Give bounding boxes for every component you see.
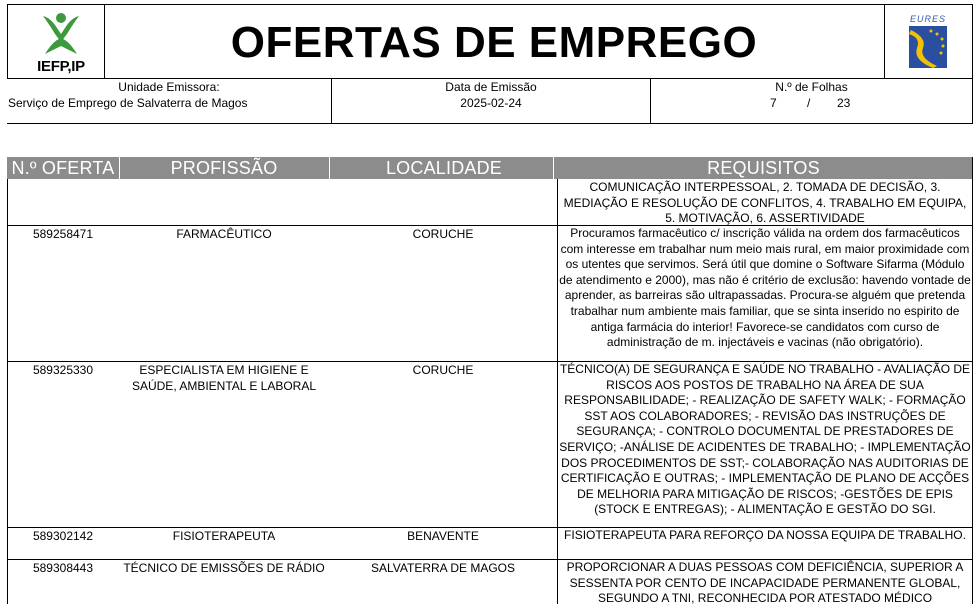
- data-emissao-value: 2025-02-24: [460, 96, 522, 110]
- column-header-profissao: PROFISSÃO: [170, 158, 278, 178]
- requisitos-column-line: [557, 179, 558, 604]
- eures-logo: [893, 12, 963, 74]
- row-4-oferta: 589308443: [32, 561, 94, 575]
- iefp-logo-text: IEFP,IP: [37, 58, 85, 75]
- row-3-localidade: BENAVENTE: [407, 529, 479, 543]
- row-3-oferta: 589302142: [32, 529, 94, 543]
- column-header-localidade: LOCALIDADE: [385, 158, 503, 178]
- row-2-localidade: CORUCHE: [412, 363, 474, 377]
- document-header: [7, 4, 973, 124]
- unidade-emissora-label: Unidade Emissora:: [118, 80, 220, 94]
- data-emissao-label: Data de Emissão: [445, 80, 537, 94]
- row-3-profissao: FISIOTERAPEUTA: [172, 529, 276, 543]
- row-4-requisitos: PROPORCIONAR A DUAS PESSOAS COM DEFICIÊNCIA, SUPERIOR A SESSENTA POR CENTO DE INCAPACIDADE PERMANENTE GLOBAL, SEGUNDO A TNI, RECONHECIDA POR ATESTADO MÉDICO: [566, 560, 964, 606]
- unidade-emissora-value: Serviço de Emprego de Salvaterra de Magos: [8, 96, 248, 110]
- header-divider: [7, 78, 973, 79]
- header-border-right: [972, 4, 973, 124]
- row-2-profissao: ESPECIALISTA EM HIGIENE E SAÚDE, AMBIENTAL E LABORAL: [131, 363, 317, 393]
- num-folhas-total: 23: [837, 96, 851, 110]
- row-1-requisitos: Procuramos farmacêutico c/ inscrição válida na ordem dos farmacêuticos com interesse em trabalhar num meio mais rural, em maior proximidade com os utentes que servimos. Será útil que domine o Software Sifarma (Módulo de atendimento e 2000), mas não é critério de exclusão: havendo vontade de aprender, as barreiras são ultrapassadas. Procura-se alguém que pretenda trabalhar num ambiente mais familiar, que se sinta inserido no espirito de antiga farmácia do interior! Favorece-se candidatos com curso de administração de m. injectáveis e vacinas (não obrigatório).: [559, 226, 971, 350]
- row-1-localidade: CORUCHE: [412, 227, 474, 241]
- header-logo-divider-right: [884, 4, 885, 79]
- page-title: OFERTAS DE EMPREGO: [230, 18, 758, 67]
- header-border-bottom: [7, 123, 973, 124]
- table-header-row: [7, 157, 973, 179]
- num-folhas-separator: /: [807, 96, 811, 110]
- header-border-top: [7, 4, 973, 5]
- iefp-logo: [21, 10, 101, 76]
- iefp-logo-icon: [21, 10, 101, 58]
- table-row-continuation-requisitos: COMUNICAÇÃO INTERPESSOAL, 2. TOMADA DE DECISÃO, 3. MEDIAÇÃO E RESOLUÇÃO DE CONFLITOS, 4. TRABALHO EM EQUIPA, 5. MOTIVAÇÃO, 6. ASSERTIVIDADE: [563, 180, 967, 226]
- row-4-profissao: TÉCNICO DE EMISSÕES DE RÁDIO: [123, 561, 325, 575]
- row-1-profissao: FARMACÊUTICO: [176, 227, 272, 241]
- row-3-requisitos: FISIOTERAPEUTA PARA REFORÇO DA NOSSA EQUIPA DE TRABALHO.: [564, 528, 966, 542]
- column-header-requisitos: REQUISITOS: [707, 158, 820, 178]
- num-folhas-label: N.º de Folhas: [775, 80, 848, 94]
- column-header-oferta: N.º OFERTA: [11, 158, 115, 178]
- num-folhas-current: 7: [770, 96, 777, 110]
- row-2-requisitos: TÉCNICO(A) DE SEGURANÇA E SAÚDE NO TRABALHO - AVALIAÇÃO DE RISCOS AOS POSTOS DE TRABALHO NA ÁREA DE SUA RESPONSABILIDADE; - REALIZAÇÃO DE SAFETY WALK; - FORMAÇÃO SST AOS COLABORADORES; - REVISÃO DAS INSTRUÇÕES DE SEGURANÇA; - CONTROLO DOCUMENTAL DE PRESTADORES DE SERVIÇO; -ANÁLISE DE ACIDENTES DE TRABALHO; - IMPLEMENTAÇÃO DOS PROCEDIMENTOS DE SST;- COLABORAÇÃO NAS AUDITORIAS DE CERTIFICAÇÃO E OUTRAS; - IMPLEMENTAÇÃO DE PLANO DE ACÇÕES DE MELHORIA PARA MITIGAÇÃO DE RISCOS; -GESTÕES DE EPIS (STOCK E ENTREGAS); - ALIMENTAÇÃO E GESTÃO DO SGI.: [559, 362, 971, 517]
- header-border-left: [7, 4, 8, 79]
- row-4-localidade: SALVATERRA DE MAGOS: [370, 561, 516, 575]
- row-1-oferta: 589258471: [32, 227, 94, 241]
- row-2-oferta: 589325330: [32, 363, 94, 377]
- eures-logo-text: EURES: [909, 14, 946, 24]
